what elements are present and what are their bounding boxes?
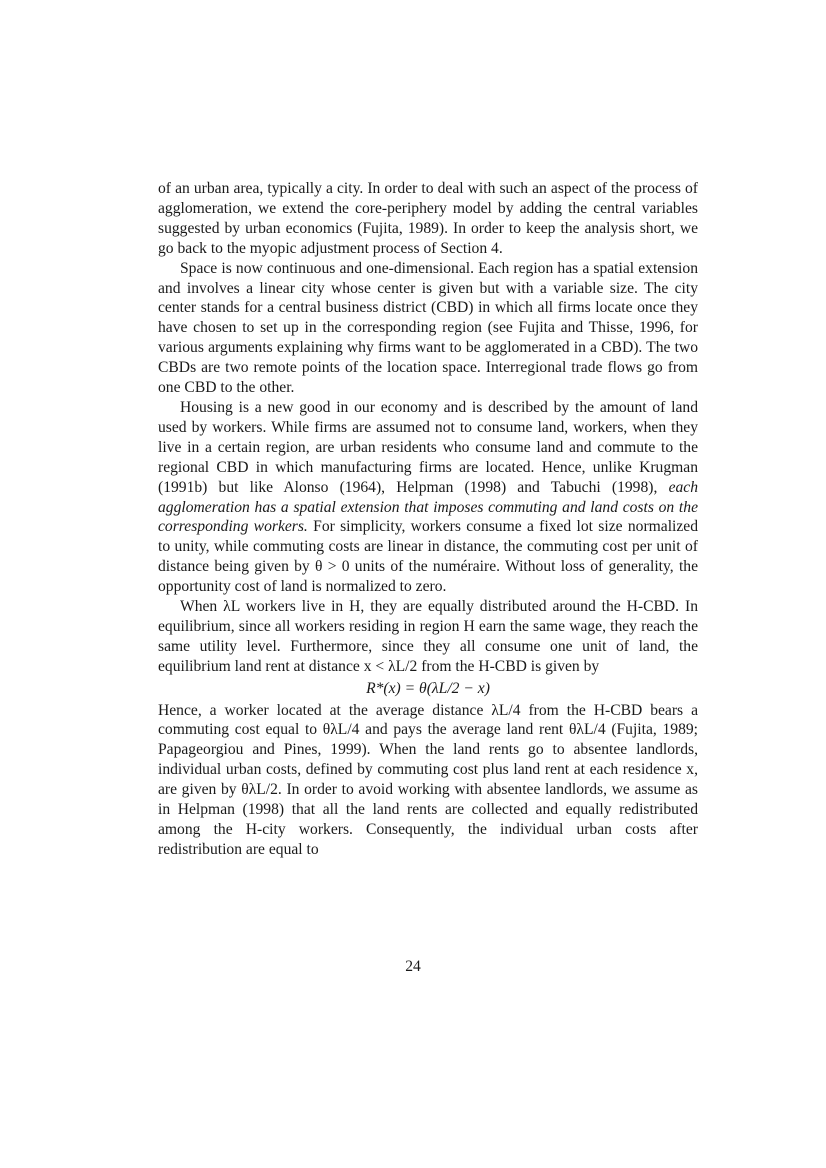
- paragraph-1: of an urban area, typically a city. In order to deal with such an aspect of the process of agglomeration, we extend the core-periphery model by adding the central variables suggested by urban economics (Fujita, 1989). In order to keep the analysis short, we go back to the myopic adjustment process of Section 4.: [158, 180, 698, 257]
- display-equation: R*(x) = θ(λL/2 − x): [366, 679, 490, 697]
- page-number: 24: [405, 958, 421, 975]
- page-body: [158, 179, 698, 860]
- paragraph-3-text-b: For simplicity, workers consume a fixed lot size normalized to unity, while commuting costs are linear in distance, the commuting cost per unit of distance being given by θ > 0 units of the numéraire. Without loss of generality, the opportunity cost of land is normalized to zero.: [158, 518, 698, 596]
- paragraph-4: When λL workers live in H, they are equally distributed around the H-CBD. In equilibrium, since all workers residing in region H earn the same wage, they reach the same utility level. Furthermore, since they all consume one unit of land, the equilibrium land rent at distance x < λL/2 from the H-CBD is given by: [158, 598, 698, 675]
- paragraph-5: Hence, a worker located at the average distance λL/4 from the H-CBD bears a commuting cost equal to θλL/4 and pays the average land rent θλL/4 (Fujita, 1989; Papageorgiou and Pines, 1999). When the land rents go to absentee landlords, individual urban costs, defined by commuting cost plus land rent at each residence x, are given by θλL/2. In order to avoid working with absentee landlords, we assume as in Helpman (1998) that all the land rents are collected and equally redistributed among the H-city workers. Consequently, the individual urban costs after redistribution are equal to: [158, 701, 698, 858]
- paragraph-3-emphasis: each agglomeration has a spatial extension that imposes commuting and land costs on the corresponding workers.: [158, 478, 698, 536]
- paragraph-2: Space is now continuous and one-dimensional. Each region has a spatial extension and involves a linear city whose center is given but with a variable size. The city center stands for a central business district (CBD) in which all firms locate once they have chosen to set up in the corresponding region (see Fujita and Thisse, 1996, for various arguments explaining why firms want to be agglomerated in a CBD). The two CBDs are two remote points of the location space. Interregional trade flows go from one CBD to the other.: [158, 259, 698, 397]
- paragraph-3: [158, 398, 698, 597]
- paragraph-3-text-a: Housing is a new good in our economy and is described by the amount of land used by workers. While firms are assumed not to consume land, workers, when they live in a certain region, are urban residents who consume land and commute to the regional CBD in which manufacturing firms are located. Hence, unlike Krugman (1991b) but like Alonso (1964), Helpman (1998) and Tabuchi (1998),: [158, 398, 698, 496]
